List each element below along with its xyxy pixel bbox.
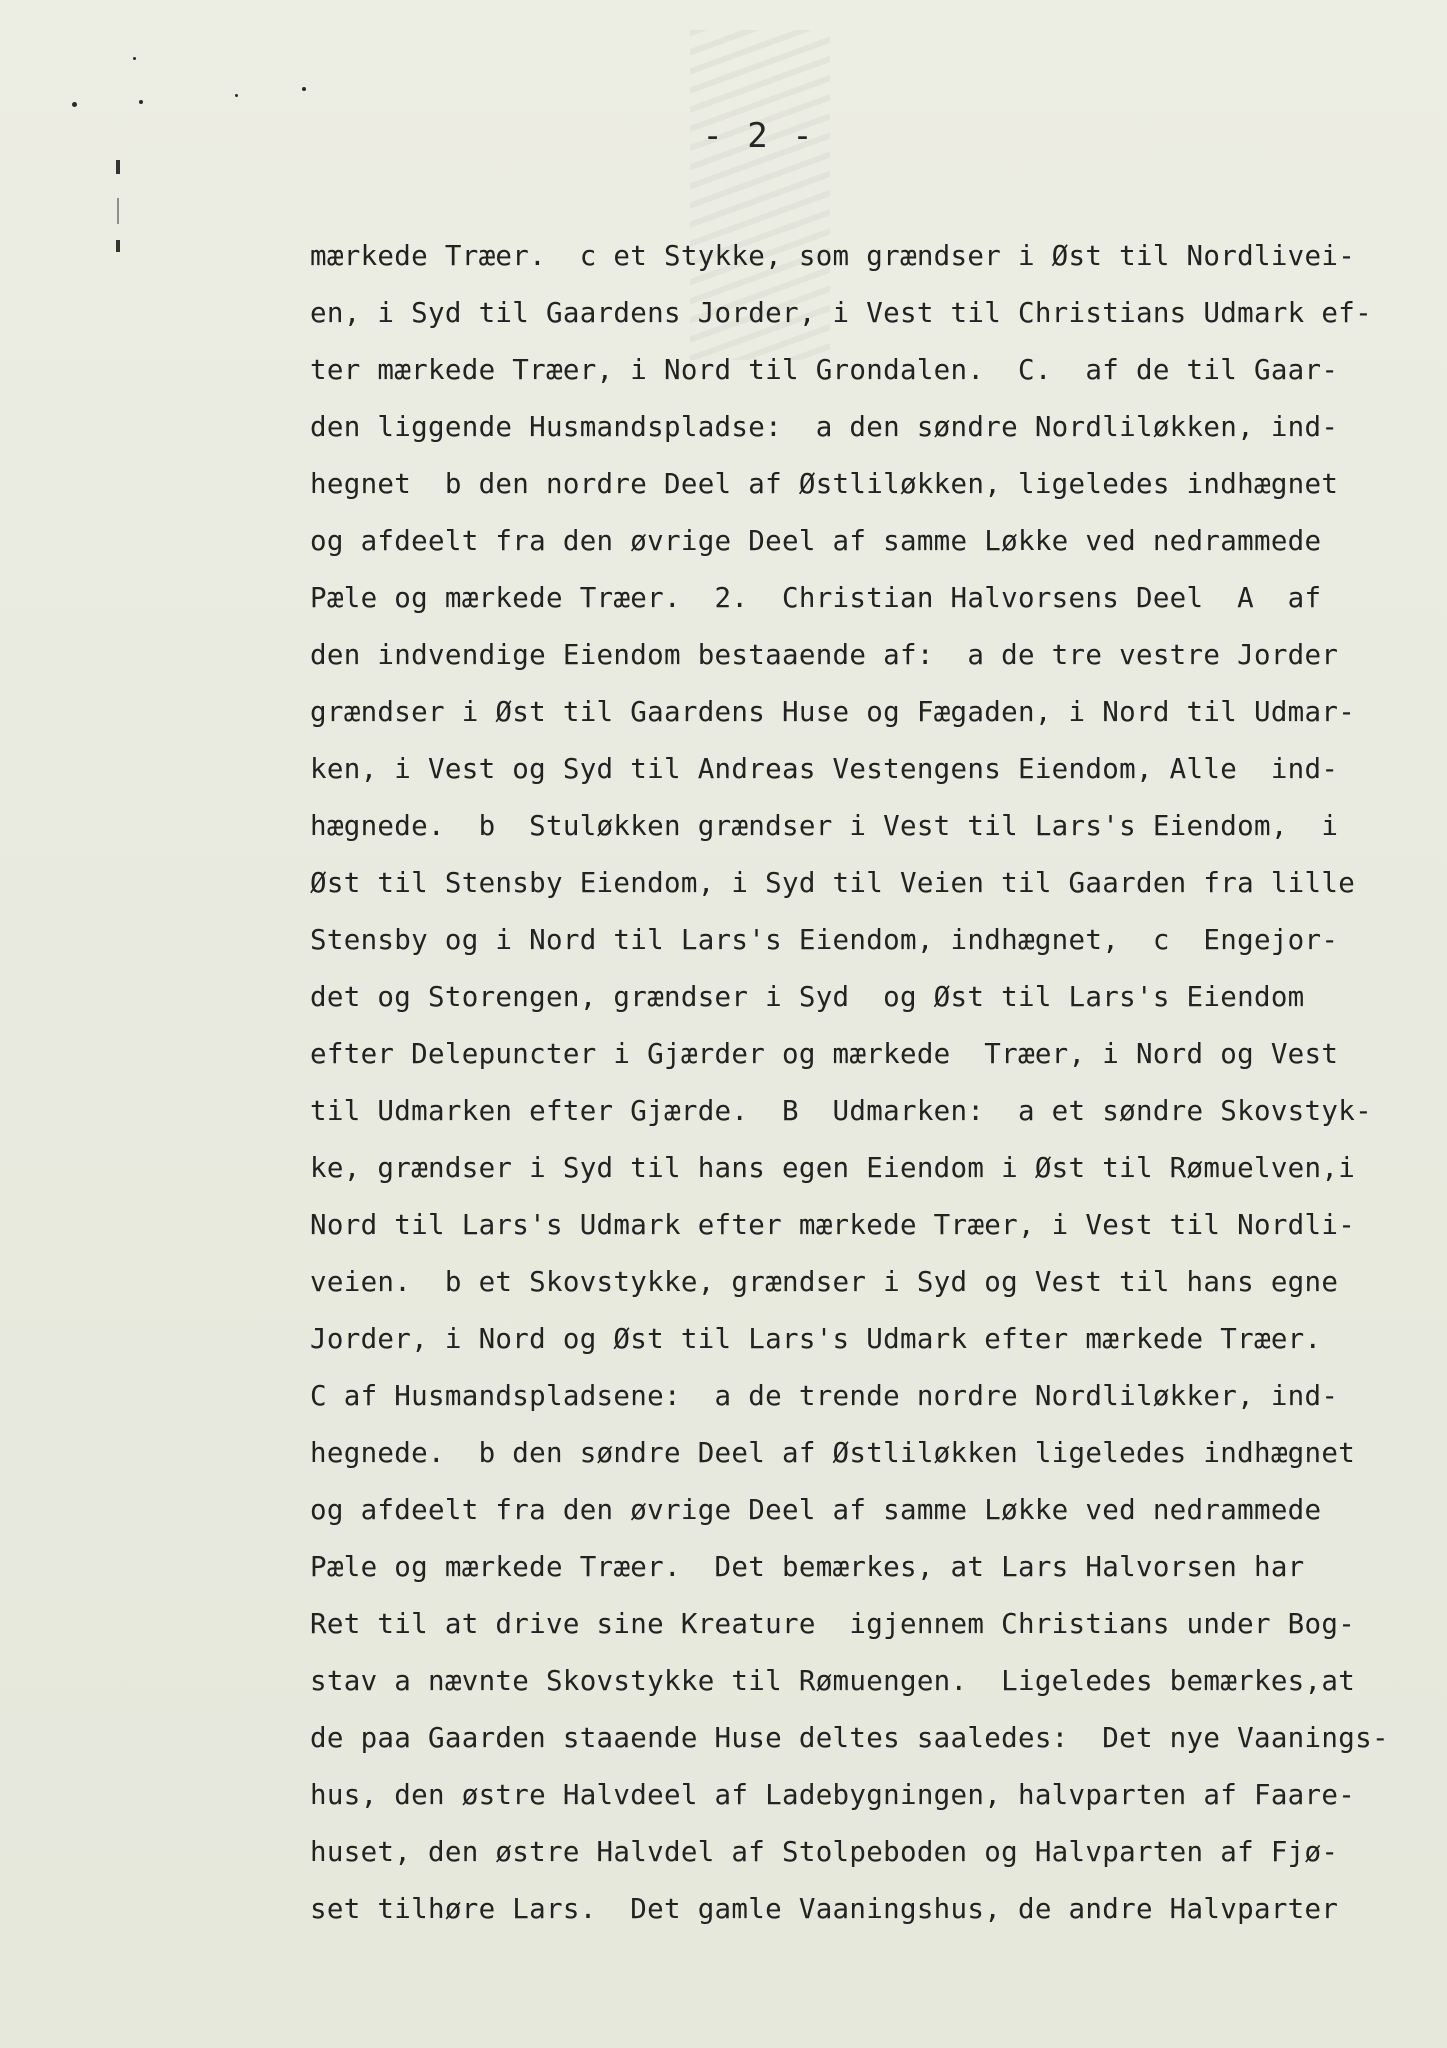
text-line: de paa Gaarden staaende Huse deltes saaledes: Det nye Vaanings- xyxy=(310,1722,1389,1754)
text-line: Pæle og mærkede Træer. 2. Christian Halvorsens Deel A af xyxy=(310,582,1322,614)
text-line: hus, den østre Halvdeel af Ladebygningen, halvparten af Faare- xyxy=(310,1779,1356,1811)
text-line: Ret til at drive sine Kreature igjennem Christians under Bog- xyxy=(310,1608,1356,1640)
margin-mark xyxy=(116,160,120,174)
text-line: veien. b et Skovstykke, grændser i Syd og Vest til hans egne xyxy=(310,1266,1339,1298)
text-line: den liggende Husmandspladse: a den søndre Nordliløkken, ind- xyxy=(310,411,1339,443)
text-line: til Udmarken efter Gjærde. B Udmarken: a et søndre Skovstyk- xyxy=(310,1095,1372,1127)
text-line: Nord til Lars's Udmark efter mærkede Træer, i Vest til Nordli- xyxy=(310,1209,1356,1241)
text-line: Pæle og mærkede Træer. Det bemærkes, at Lars Halvorsen har xyxy=(310,1551,1305,1583)
text-line: ter mærkede Træer, i Nord til Grondalen. C. af de til Gaar- xyxy=(310,354,1339,386)
text-line: Stensby og i Nord til Lars's Eiendom, indhægnet, c Engejor- xyxy=(310,924,1339,956)
text-line: set tilhøre Lars. Det gamle Vaaningshus, de andre Halvparter xyxy=(310,1893,1339,1925)
speck-mark xyxy=(235,94,238,97)
text-line: og afdeelt fra den øvrige Deel af samme Løkke ved nedrammede xyxy=(310,525,1322,557)
text-line: hægnede. b Stuløkken grændser i Vest til Lars's Eiendom, i xyxy=(310,810,1339,842)
text-line: den indvendige Eiendom bestaaende af: a de tre vestre Jorder xyxy=(310,639,1339,671)
text-line: huset, den østre Halvdel af Stolpeboden og Halvparten af Fjø- xyxy=(310,1836,1339,1868)
text-line: mærkede Træer. c et Stykke, som grændser i Øst til Nordlivei- xyxy=(310,240,1356,272)
text-line: en, i Syd til Gaardens Jorder, i Vest til Christians Udmark ef- xyxy=(310,297,1372,329)
speck-mark xyxy=(133,57,136,60)
text-line: stav a nævnte Skovstykke til Rømuengen. Ligeledes bemærkes,at xyxy=(310,1665,1356,1697)
text-line: det og Storengen, grændser i Syd og Øst til Lars's Eiendom xyxy=(310,981,1305,1013)
text-line: C af Husmandspladsene: a de trende nordre Nordliløkker, ind- xyxy=(310,1380,1339,1412)
text-line: og afdeelt fra den øvrige Deel af samme Løkke ved nedrammede xyxy=(310,1494,1322,1526)
text-line: hegnede. b den søndre Deel af Østliløkken ligeledes indhægnet xyxy=(310,1437,1356,1469)
text-line: ken, i Vest og Syd til Andreas Vestengens Eiendom, Alle ind- xyxy=(310,753,1339,785)
margin-mark xyxy=(116,240,120,252)
text-line: efter Delepuncter i Gjærder og mærkede Træer, i Nord og Vest xyxy=(310,1038,1339,1070)
margin-mark xyxy=(117,198,119,224)
text-line: Jorder, i Nord og Øst til Lars's Udmark efter mærkede Træer. xyxy=(310,1323,1322,1355)
text-line: hegnet b den nordre Deel af Østliløkken, ligeledes indhægnet xyxy=(310,468,1339,500)
speck-mark xyxy=(72,102,77,107)
text-line: grændser i Øst til Gaardens Huse og Fægaden, i Nord til Udmar- xyxy=(310,696,1356,728)
page-number: - 2 - xyxy=(702,116,815,156)
text-line: ke, grændser i Syd til hans egen Eiendom i Øst til Rømuelven,i xyxy=(310,1152,1356,1184)
speck-mark xyxy=(139,100,143,104)
text-line: Øst til Stensby Eiendom, i Syd til Veien til Gaarden fra lille xyxy=(310,867,1356,899)
speck-mark xyxy=(302,87,306,91)
body-text xyxy=(310,228,1430,1938)
